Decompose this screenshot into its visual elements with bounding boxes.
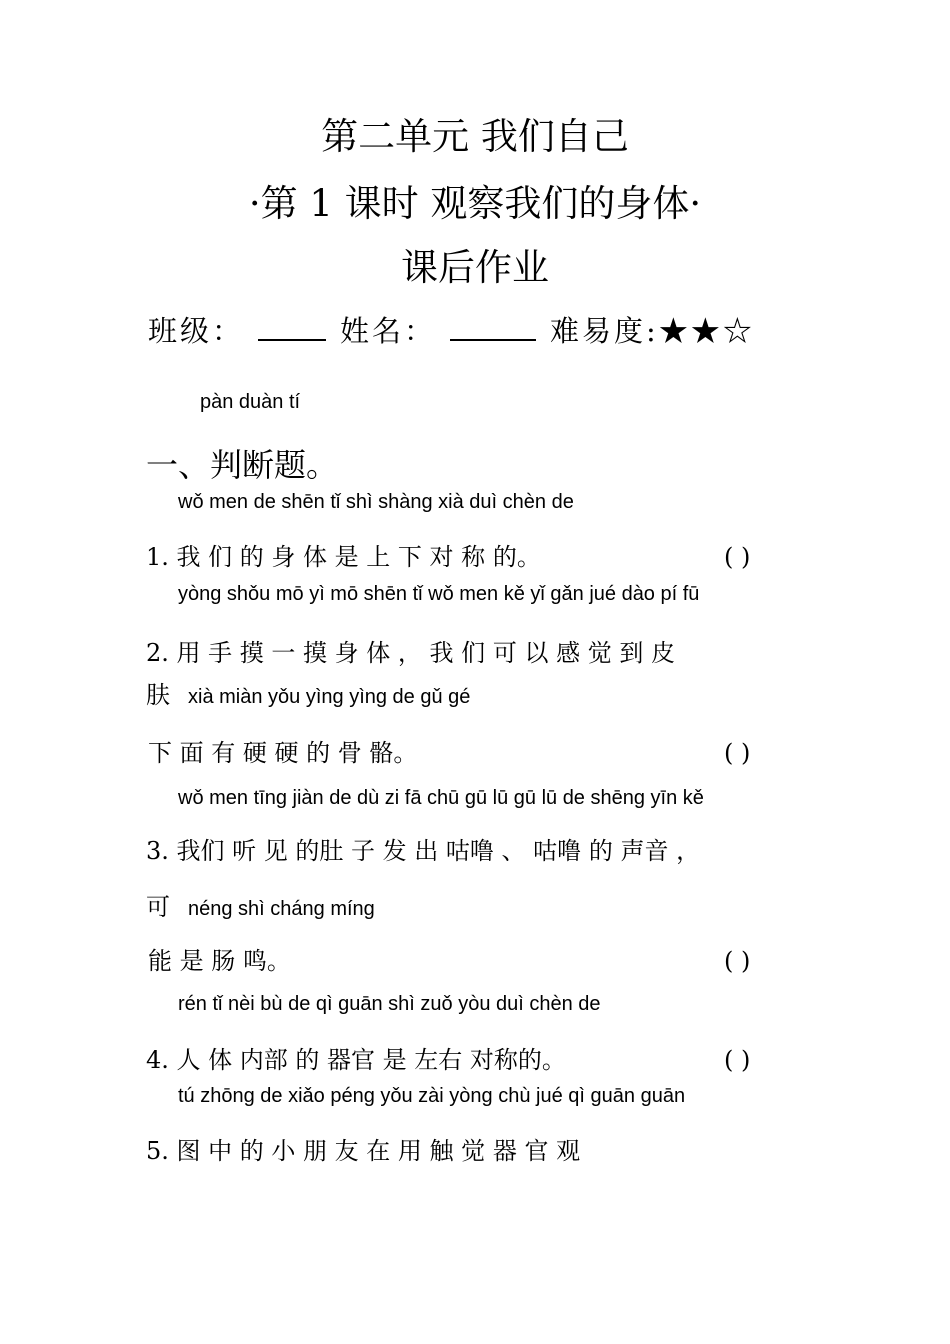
question-3-pinyin: wǒ men tīng jiàn de dù zi fā chū gū lū gū lū de shēng yīn kě — [178, 787, 704, 809]
question-3-cont-char: 可 — [146, 893, 170, 921]
question-4-pinyin: rén tǐ nèi bù de qì guān shì zuǒ yòu duì chèn de — [178, 993, 601, 1015]
question-2-pinyin: yòng shǒu mō yì mō shēn tǐ wǒ men kě yǐ gǎn jué dào pí fū — [178, 583, 700, 605]
lesson-title: ·第 1 课时 观察我们的身体· — [248, 182, 702, 225]
question-2-cont-char: 肤 — [146, 681, 170, 709]
question-1-text: 1. 我 们 的 身 体 是 上 下 对 称 的。 — [146, 543, 541, 571]
section-heading: 一、判断题。 — [146, 446, 339, 484]
question-3-answer-box: ( ) — [724, 947, 751, 975]
homework-title: 课后作业 — [401, 246, 549, 289]
question-1-answer-box: ( ) — [724, 543, 751, 571]
section-pinyin: pàn duàn tí — [200, 391, 301, 413]
question-2-text: 2. 用 手 摸 一 摸 身 体 ， 我 们 可 以 感 觉 到 皮 — [146, 639, 675, 667]
question-4-answer-box: ( ) — [724, 1046, 751, 1074]
difficulty-stars: ★★☆ — [658, 314, 755, 348]
question-2-cont-pinyin: xià miàn yǒu yìng yìng de gǔ gé — [188, 686, 471, 708]
class-blank — [258, 317, 326, 341]
student-info-row — [148, 313, 755, 349]
class-label: 班级： — [148, 314, 245, 348]
unit-title: 第二单元 我们自己 — [321, 115, 629, 158]
question-3-cont-text: 能 是 肠 鸣。 — [148, 947, 291, 975]
question-1-pinyin: wǒ men de shēn tǐ shì shàng xià duì chèn de — [178, 491, 574, 513]
difficulty-label: 难易度: — [550, 314, 659, 348]
question-2-cont-text: 下 面 有 硬 硬 的 骨 骼。 — [148, 739, 418, 767]
question-5-pinyin: tú zhōng de xiǎo péng yǒu zài yòng chù jué qì guān guān — [178, 1085, 686, 1107]
question-3-text: 3. 我们 听 见 的肚 子 发 出 咕噜 、 咕噜 的 声音 ， — [146, 837, 701, 865]
name-blank — [450, 317, 536, 341]
name-label: 姓名： — [340, 314, 437, 348]
question-4-text: 4. 人 体 内部 的 器官 是 左右 对称的。 — [146, 1046, 566, 1074]
question-3-cont-pinyin: néng shì cháng míng — [188, 898, 375, 920]
question-5-text: 5. 图 中 的 小 朋 友 在 用 触 觉 器 官 观 — [146, 1137, 581, 1165]
question-2-answer-box: ( ) — [724, 739, 751, 767]
